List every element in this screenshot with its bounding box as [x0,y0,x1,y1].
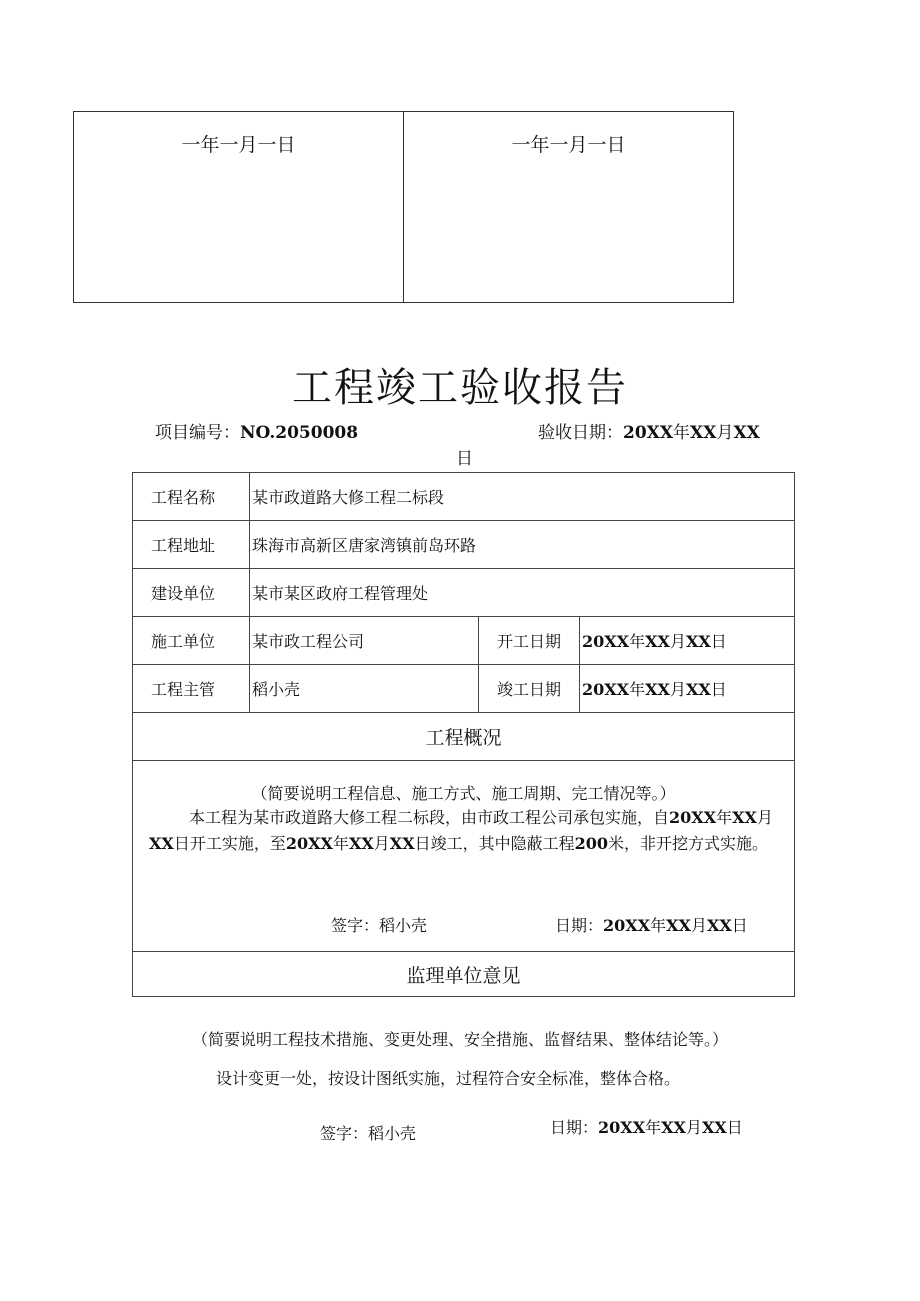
signature-box [73,111,734,303]
overview-note: （简要说明工程信息、施工方式、施工周期、完工情况等。） [251,784,676,803]
project-number-label: 项目编号： [155,423,240,443]
supervision-signature: 签字：稻小壳 [320,1124,417,1143]
start-date-value: 20XX年XX月XX日 [580,617,795,665]
table-row [133,473,795,521]
table-row [133,761,795,952]
project-name-label: 工程名称 [133,473,250,521]
overview-signature: 签字：稻小壳 [331,916,428,935]
acceptance-date-day-char: 日 [456,449,473,469]
overview-signer: 稻小壳 [379,916,428,935]
signature-date-left: 一年一月一日 [181,134,296,156]
builder-label: 建设单位 [133,569,250,617]
report-title: 工程竣工验收报告 [292,365,628,411]
project-address-label: 工程地址 [133,521,250,569]
table-row [133,617,795,665]
contractor-label: 施工单位 [133,617,250,665]
manager-value: 稻小壳 [250,665,479,713]
supervision-date: 日期：20XX年XX月XX日 [550,1118,743,1137]
supervision-signer: 稻小壳 [368,1124,417,1143]
overview-body: 本工程为某市政道路大修工程二标段，由市政工程公司承包实施，自20XX年XX月XX日开工实施，至20XX年XX月XX日竣工，其中隐蔽工程200米，非开挖方式实施。 [149,808,773,853]
project-address-value: 珠海市高新区唐家湾镇前岛环路 [250,521,795,569]
project-number [155,418,358,443]
signature-cell-right [403,112,733,302]
signature-cell-left [74,112,403,302]
finish-date-label: 竣工日期 [479,665,580,713]
table-row [133,713,795,761]
builder-value: 某市某区政府工程管理处 [250,569,795,617]
acceptance-date-label: 验收日期： [538,423,623,443]
project-number-value: NO.2050008 [240,423,359,443]
table-row [133,952,795,997]
signature-date-right: 一年一月一日 [511,134,626,156]
contractor-value: 某市政工程公司 [250,617,479,665]
supervision-note: （简要说明工程技术措施、变更处理、安全措施、监督结果、整体结论等。） [191,1030,728,1049]
table-row [133,665,795,713]
overview-heading: 工程概况 [133,713,795,761]
overview-content [133,761,795,952]
supervision-heading: 监理单位意见 [133,952,795,997]
acceptance-date: 验收日期：20XX年XX月XX [538,423,760,443]
manager-label: 工程主管 [133,665,250,713]
finish-date-value: 20XX年XX月XX日 [580,665,795,713]
info-table [132,472,795,997]
table-row [133,569,795,617]
project-name-value: 某市政道路大修工程二标段 [250,473,795,521]
start-date-label: 开工日期 [479,617,580,665]
table-row [133,521,795,569]
supervision-body: 设计变更一处，按设计图纸实施，过程符合安全标准，整体合格。 [216,1069,681,1088]
overview-date: 日期：20XX年XX月XX日 [555,916,748,935]
